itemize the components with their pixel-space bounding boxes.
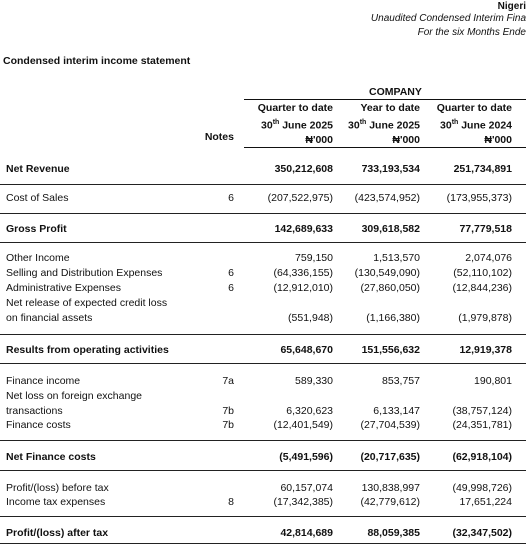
column-header-quarter-2025 [240,101,333,147]
row-label: Net loss on foreign exchange [6,390,143,402]
row-value-q2024: 17,651,224 [459,496,512,508]
row-value-q2025: 65,648,670 [280,344,333,356]
report-title: Unaudited Condensed Interim Fina [370,13,526,24]
row-value-ytd2025: (1,166,380) [366,312,420,324]
row-divider [0,470,526,471]
row-value-ytd2025: 88,059,385 [367,527,420,539]
table-row [0,481,526,496]
table-row [0,222,526,237]
statement-title: Condensed interim income statement [3,55,191,67]
row-value-ytd2025: (27,704,539) [360,419,420,431]
col3-unit: ₦'000 [484,133,512,146]
col2-date [340,116,420,133]
col1-day: 30 [261,119,273,131]
row-value-q2025: 60,157,074 [280,482,333,494]
row-divider [0,213,526,214]
table-row [0,450,526,465]
row-value-q2025: 350,212,608 [274,163,333,175]
row-label: Other Income [6,252,70,264]
table-row [0,374,526,389]
row-value-ytd2025: (20,717,635) [360,451,420,463]
row-divider [0,516,526,517]
row-value-q2025: (551,948) [288,312,333,324]
row-label: Finance income [6,375,81,387]
table-row [0,404,526,419]
col1-line1: Quarter to date [257,102,333,114]
row-label: Selling and Distribution Expenses [6,267,163,279]
row-value-q2024: 190,801 [474,375,512,387]
col2-line1: Year to date [360,102,420,114]
company-underline [244,99,526,100]
row-value-q2025: (207,522,975) [267,192,333,204]
row-value-q2024: (173,955,373) [446,192,512,204]
row-value-ytd2025: 6,133,147 [373,405,420,417]
row-note: 6 [228,192,234,204]
row-divider [0,543,526,544]
row-value-q2025: (12,401,549) [273,419,333,431]
row-value-ytd2025: (42,779,612) [360,496,420,508]
row-value-q2024: 2,074,076 [465,252,512,264]
row-value-ytd2025: 309,618,582 [361,223,420,235]
col2-unit: ₦'000 [392,133,420,146]
row-divider [0,363,526,364]
row-note: 6 [228,267,234,279]
row-value-q2024: (12,844,236) [452,282,512,294]
row-label: Finance costs [6,419,71,431]
row-value-ytd2025: 853,757 [382,375,420,387]
col1-date [240,116,333,133]
row-value-q2025: 42,814,689 [280,527,333,539]
row-label: Net release of expected credit loss [6,297,168,309]
row-label: Net Finance costs [6,451,96,463]
table-row [0,191,526,206]
row-divider [0,440,526,441]
col3-date [424,116,512,133]
row-value-q2024: 251,734,891 [453,163,512,175]
col3-line1: Quarter to date [436,102,512,114]
col2-sup: th [359,118,367,126]
table-row [0,266,526,281]
row-note: 7b [222,405,234,417]
row-value-ytd2025: (27,860,050) [360,282,420,294]
row-value-q2024: (24,351,781) [452,419,512,431]
table-row [0,389,526,404]
row-note: 6 [228,282,234,294]
row-value-ytd2025: 733,193,534 [361,163,420,175]
row-value-ytd2025: (423,574,952) [354,192,420,204]
row-value-q2024: (38,757,124) [452,405,512,417]
row-label: transactions [6,405,63,417]
row-value-ytd2025: 151,556,632 [361,344,420,356]
col1-sup: th [272,118,280,126]
table-row [0,162,526,177]
row-label: Profit/(loss) after tax [6,527,109,539]
row-label: Income tax expenses [6,496,106,508]
row-value-ytd2025: 1,513,570 [373,252,420,264]
row-label: Net Revenue [6,163,70,175]
table-row [0,495,526,510]
row-value-q2025: 142,689,633 [274,223,333,235]
row-value-q2024: (32,347,502) [452,527,512,539]
row-value-q2024: (1,979,878) [458,312,512,324]
row-divider [0,184,526,185]
row-value-q2024: (49,998,726) [452,482,512,494]
col2-day: 30 [348,119,360,131]
row-divider [0,334,526,335]
row-value-q2025: 759,150 [295,252,333,264]
row-value-ytd2025: 130,838,997 [361,482,420,494]
row-value-ytd2025: (130,549,090) [354,267,420,279]
report-period: For the six Months Ende [417,27,526,38]
row-value-q2025: (12,912,010) [273,282,333,294]
column-header-quarter-2024 [424,101,512,147]
row-value-q2024: (62,918,104) [452,451,512,463]
notes-column-header: Notes [204,131,234,143]
col3-rest: June 2024 [458,119,512,131]
row-note: 8 [228,496,234,508]
column-header-ytd-2025 [340,101,420,147]
row-label: Results from operating activities [6,344,169,356]
row-note: 7b [222,419,234,431]
col1-rest: June 2025 [279,119,333,131]
table-row [0,418,526,433]
col2-rest: June 2025 [366,119,420,131]
row-value-q2024: 77,779,518 [459,223,512,235]
table-row [0,343,526,358]
company-group-label: COMPANY [369,86,422,98]
col3-day: 30 [440,119,452,131]
col3-sup: th [451,118,459,126]
header-underline [244,147,526,148]
row-value-q2025: (17,342,385) [273,496,333,508]
row-value-q2025: (64,336,155) [273,267,333,279]
table-row [0,296,526,311]
row-label: on financial assets [6,312,93,324]
row-value-q2025: 589,330 [295,375,333,387]
row-value-q2025: (5,491,596) [279,451,333,463]
row-label: Administrative Expenses [6,282,121,294]
company-name: Nigeri [497,1,526,12]
row-value-q2025: 6,320,623 [286,405,333,417]
row-value-q2024: (52,110,102) [453,267,512,279]
table-row [0,281,526,296]
row-label: Gross Profit [6,223,67,235]
row-note: 7a [222,375,234,387]
table-row [0,251,526,266]
table-row [0,311,526,326]
col1-unit: ₦'000 [305,133,333,146]
row-value-q2024: 12,919,378 [459,344,512,356]
table-row [0,526,526,541]
row-label: Cost of Sales [6,192,69,204]
row-label: Profit/(loss) before tax [6,482,109,494]
row-divider [0,242,526,243]
